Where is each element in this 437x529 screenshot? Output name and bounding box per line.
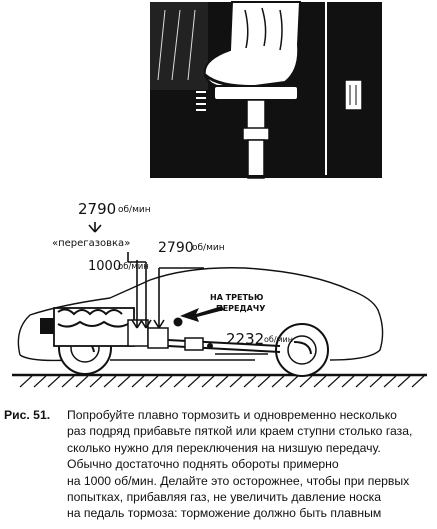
- caption-line: на педаль тормоза: торможение должно быть плавным: [67, 506, 382, 521]
- caption-line: Попробуйте плавно тормозить и одновременно несколько: [67, 408, 397, 422]
- mid-rpm-value: 2790: [158, 240, 194, 256]
- pedal-pad: [214, 86, 298, 100]
- floor-strip: [150, 175, 382, 178]
- top-rpm-unit: об/мин: [118, 205, 151, 215]
- low-rpm-unit: об/мин: [118, 262, 149, 272]
- caption-line: сколько нужно для переключения на низшую передачу.: [67, 440, 381, 455]
- mid-rpm-unit: об/мин: [192, 243, 225, 253]
- caption-label: Рис. 51.: [4, 408, 51, 422]
- third-gear-label-1: НА ТРЕТЬЮ: [210, 293, 264, 302]
- pedal-illustration: [0, 0, 437, 180]
- top-rpm-value: 2790: [78, 200, 117, 218]
- car-diagram: [0, 180, 437, 402]
- third-gear-label-2: ПЕРЕДАЧУ: [216, 304, 266, 313]
- pedal-base: [248, 140, 264, 178]
- rear-wheel: [276, 324, 328, 376]
- side-bracket: [345, 80, 362, 110]
- shaft-rpm-value: 2232: [226, 330, 265, 348]
- caption-line: на 1000 об/мин. Делайте это осторожнее, чтобы при первых: [67, 473, 410, 488]
- caption-line: попытках, прибавляя газ, не увеличить давление носка: [67, 490, 382, 505]
- shift-knob: [174, 318, 183, 327]
- peregazovka-label: «перегазовка»: [52, 238, 131, 249]
- engine-block: [40, 308, 148, 346]
- shaft-rpm-unit: об/мин: [264, 335, 293, 344]
- caption-line: Обычно достаточно поднять обороты примерно: [67, 457, 339, 472]
- pedal-pivot: [243, 128, 269, 140]
- ground-hatch: [12, 375, 427, 389]
- low-rpm-value: 1000: [88, 259, 122, 274]
- caption-line: раз подряд прибавьте пяткой или краем ступни столько газа,: [67, 424, 413, 439]
- caption-text: [67, 407, 435, 522]
- gearbox: [148, 328, 168, 348]
- pedal-stem: [247, 100, 265, 130]
